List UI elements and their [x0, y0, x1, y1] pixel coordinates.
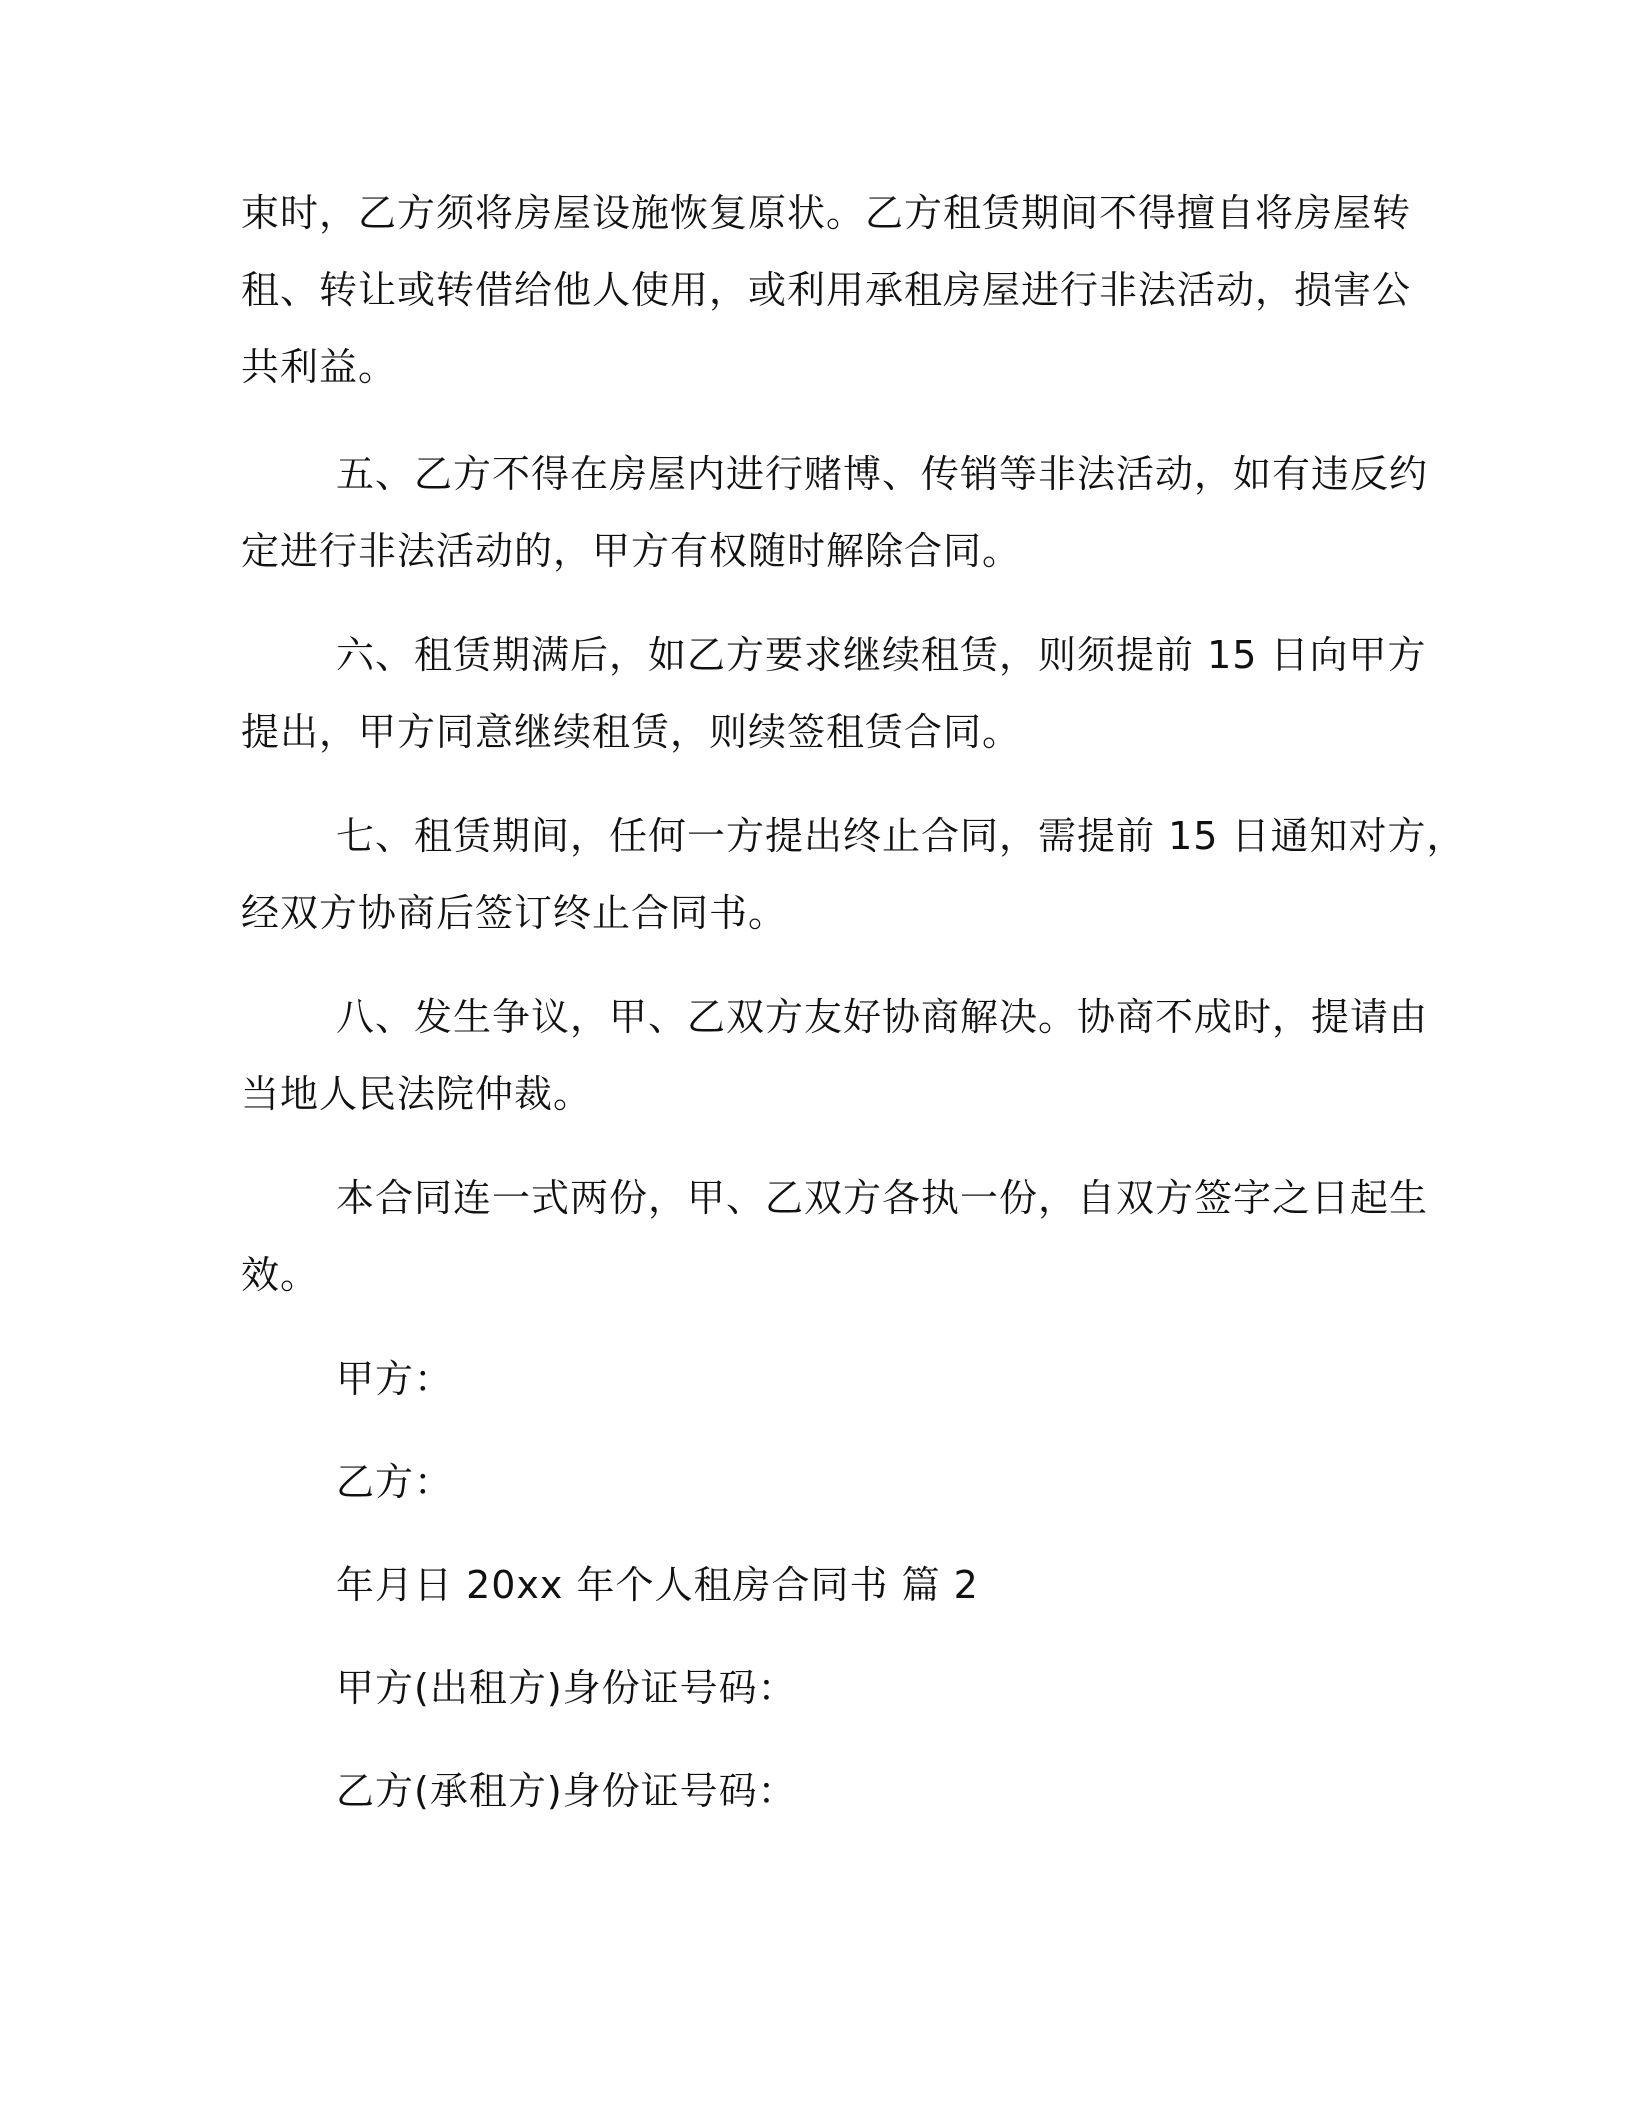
clause-six-line: 六、租赁期满后，如乙方要求继续租赁，则须提前 15 日向甲方	[336, 633, 1427, 677]
clause-eight-line: 八、发生争议，甲、乙双方友好协商解决。协商不成时，提请由	[336, 995, 1429, 1039]
party-a-id-label: 甲方(出租方)身份证号码：	[336, 1666, 797, 1710]
text-line: 定进行非法活动的，甲方有权随时解除合同。	[241, 529, 1022, 573]
party-b-label: 乙方：	[336, 1460, 454, 1504]
contract-copies-line: 本合同连一式两份，甲、乙双方各执一份，自双方签字之日起生	[336, 1176, 1429, 1220]
text-line: 租、转让或转借给他人使用，或利用承租房屋进行非法活动，损害公	[241, 268, 1412, 312]
text-line: 共利益。	[241, 345, 398, 389]
section-heading: 年月日 20xx 年个人租房合同书 篇 2	[336, 1563, 979, 1607]
text-line: 效。	[241, 1253, 320, 1297]
text-line: 当地人民法院仲裁。	[241, 1072, 593, 1116]
text-line: 束时，乙方须将房屋设施恢复原状。乙方租赁期间不得擅自将房屋转	[241, 191, 1412, 235]
party-b-id-label: 乙方(承租方)身份证号码：	[336, 1769, 797, 1813]
text-line: 提出，甲方同意继续租赁，则续签租赁合同。	[241, 710, 1022, 754]
clause-five-line: 五、乙方不得在房屋内进行赌博、传销等非法活动，如有违反约	[336, 452, 1429, 496]
party-a-label: 甲方：	[336, 1357, 454, 1401]
clause-seven-line: 七、租赁期间，任何一方提出终止合同，需提前 15 日通知对方，	[336, 814, 1466, 858]
text-line: 经双方协商后签订终止合同书。	[241, 891, 788, 935]
